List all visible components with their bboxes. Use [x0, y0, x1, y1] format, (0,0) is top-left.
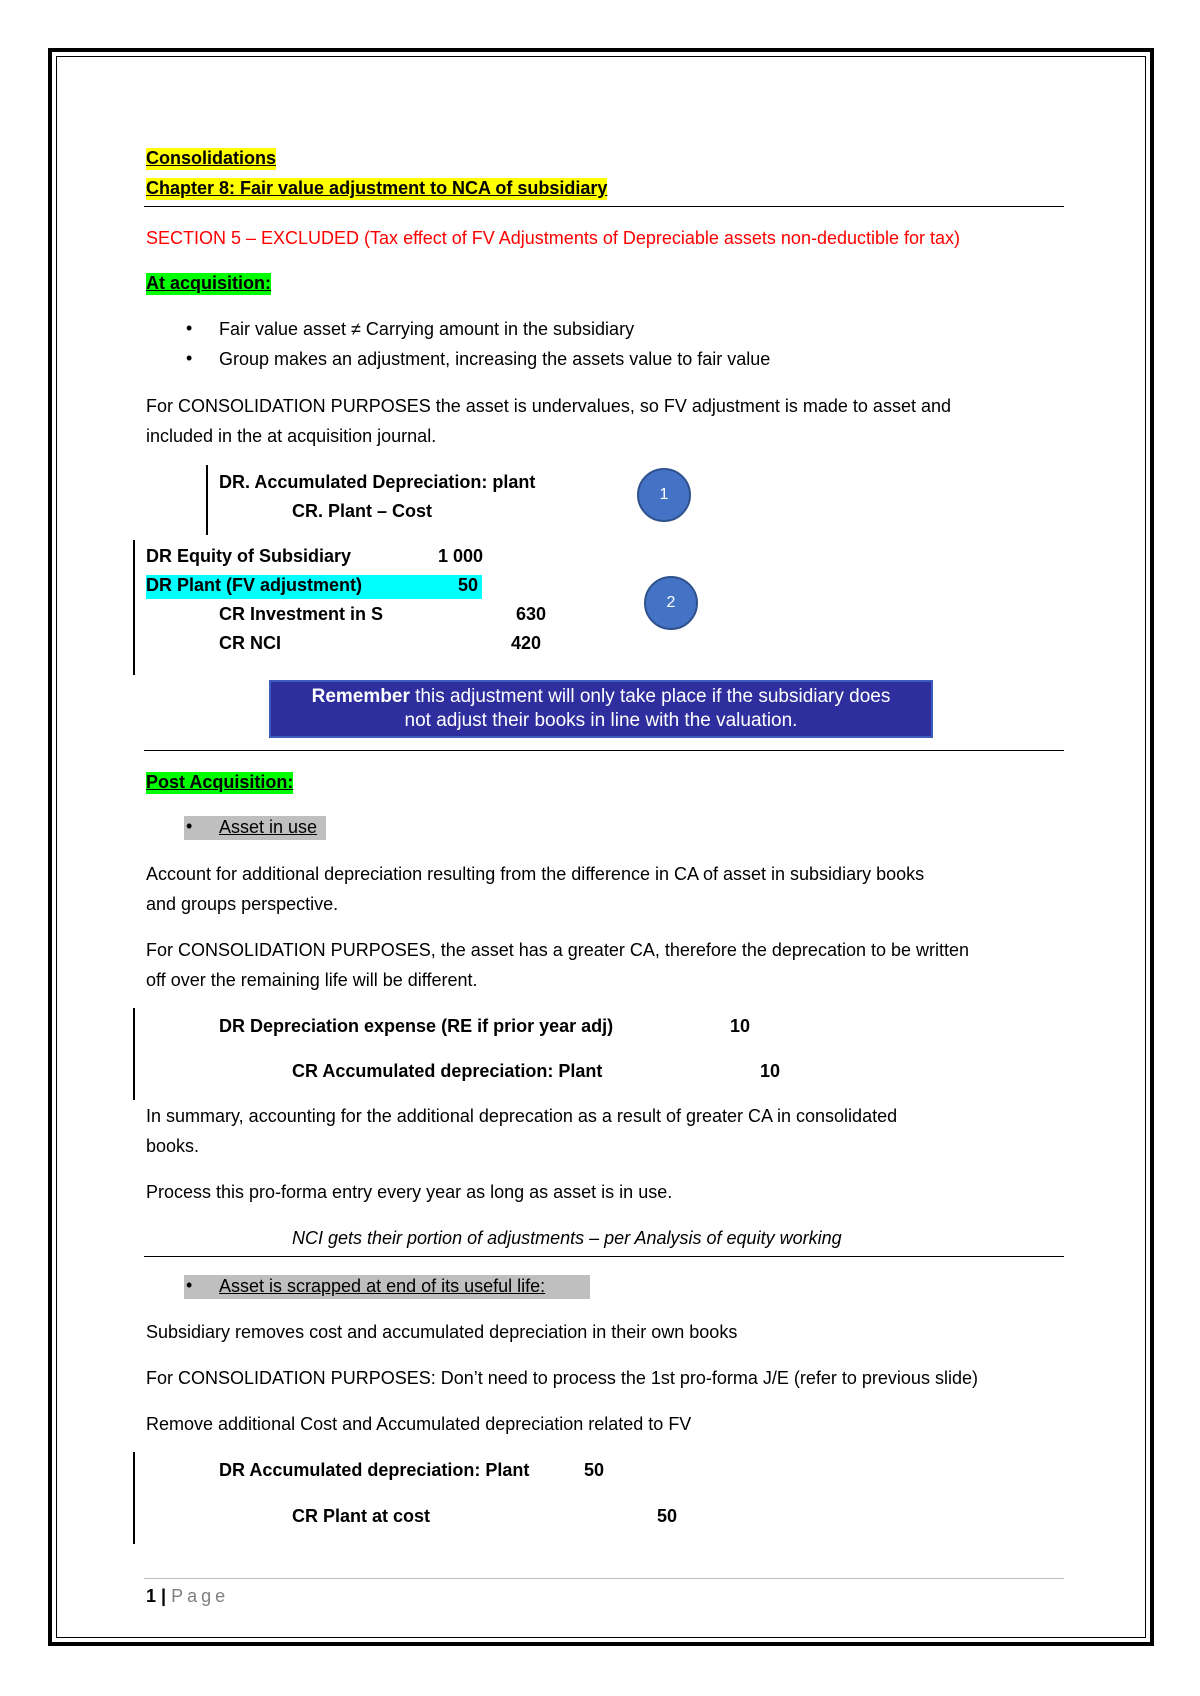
paragraph: For CONSOLIDATION PURPOSES, the asset has a greater CA, therefore the deprecation to be written	[146, 940, 970, 960]
asset-in-use-item: Asset in use	[219, 817, 318, 837]
journal-dr-line: DR Accumulated depreciation: Plant	[219, 1460, 530, 1480]
paragraph: included in the at acquisition journal.	[146, 426, 437, 446]
page-label: Page	[171, 1586, 230, 1606]
journal-cr-line: CR Accumulated depreciation: Plant	[292, 1061, 603, 1081]
paragraph: Account for additional depreciation resulting from the difference in CA of asset in subsidiary books	[146, 864, 925, 884]
journal-bar	[133, 1008, 135, 1100]
journal-cr-line: CR. Plant – Cost	[292, 501, 433, 521]
journal-dr-line: DR. Accumulated Depreciation: plant	[219, 472, 536, 492]
bullet-icon: •	[186, 1275, 193, 1295]
paragraph: In summary, accounting for the additional deprecation as a result of greater CA in consolidated	[146, 1106, 898, 1126]
paragraph: books.	[146, 1136, 200, 1156]
journal-cr-amount: 10	[760, 1061, 781, 1081]
footer-divider	[144, 1578, 1064, 1579]
journal-dr-amount: 50	[584, 1460, 605, 1480]
journal-row-amount: 420	[511, 633, 542, 653]
paragraph: For CONSOLIDATION PURPOSES the asset is undervalues, so FV adjustment is made to asset and	[146, 396, 951, 416]
bullet-icon: •	[186, 348, 193, 368]
scrapped-item: Asset is scrapped at end of its useful life:	[219, 1276, 546, 1296]
nci-note: NCI gets their portion of adjustments – per Analysis of equity working	[292, 1228, 842, 1248]
paragraph: For CONSOLIDATION PURPOSES: Don’t need to process the 1st pro-forma J/E (refer to previous slide)	[146, 1368, 978, 1388]
journal-row-label: DR Plant (FV adjustment)	[146, 575, 363, 595]
journal-row-label: DR Equity of Subsidiary	[146, 546, 352, 566]
journal-dr-amount: 10	[730, 1016, 751, 1036]
journal-dr-line: DR Depreciation expense (RE if prior year adj)	[219, 1016, 614, 1036]
journal-row-amount: 1 000	[438, 546, 484, 566]
journal-row-label: CR Investment in S	[219, 604, 384, 624]
journal-row-label: CR NCI	[219, 633, 281, 653]
remember-text: this adjustment will only take place if the subsidiary does	[409, 686, 891, 708]
divider	[144, 750, 1064, 751]
journal-row-amount: 630	[516, 604, 547, 624]
paragraph: and groups perspective.	[146, 894, 339, 914]
document-title: Consolidations	[146, 148, 276, 168]
remember-callout	[269, 680, 933, 738]
journal-bar	[133, 1452, 135, 1544]
section-excluded-note: SECTION 5 – EXCLUDED (Tax effect of FV Adjustments of Depreciable assets non-deductible for tax)	[146, 228, 961, 248]
page-separator: |	[161, 1586, 167, 1606]
list-item: Group makes an adjustment, increasing the assets value to fair value	[219, 349, 771, 369]
paragraph: Subsidiary removes cost and accumulated depreciation in their own books	[146, 1322, 738, 1342]
journal-cr-line: CR Plant at cost	[292, 1506, 431, 1526]
bullet-icon: •	[186, 816, 193, 836]
journal-cr-amount: 50	[657, 1506, 678, 1526]
chapter-heading: Chapter 8: Fair value adjustment to NCA of subsidiary	[146, 178, 608, 198]
list-item: Fair value asset ≠ Carrying amount in the subsidiary	[219, 319, 635, 339]
callout-badge-1: 1	[637, 468, 691, 522]
post-acquisition-heading: Post Acquisition:	[146, 772, 294, 792]
divider	[144, 206, 1064, 207]
page-number: 1	[146, 1586, 157, 1606]
paragraph: Remove additional Cost and Accumulated depreciation related to FV	[146, 1414, 692, 1434]
paragraph: Process this pro-forma entry every year as long as asset is in use.	[146, 1182, 673, 1202]
divider	[144, 1256, 1064, 1257]
bullet-icon: •	[186, 318, 193, 338]
at-acquisition-heading: At acquisition:	[146, 273, 271, 293]
remember-text-line2: not adjust their books in line with the valuation.	[404, 710, 798, 731]
page-footer	[146, 1586, 229, 1608]
journal-row-amount: 50	[458, 575, 479, 595]
journal-bar	[133, 540, 135, 675]
remember-label: Remember	[311, 686, 410, 708]
callout-badge-2: 2	[644, 576, 698, 630]
paragraph: off over the remaining life will be different.	[146, 970, 478, 990]
journal-bar	[206, 465, 208, 535]
